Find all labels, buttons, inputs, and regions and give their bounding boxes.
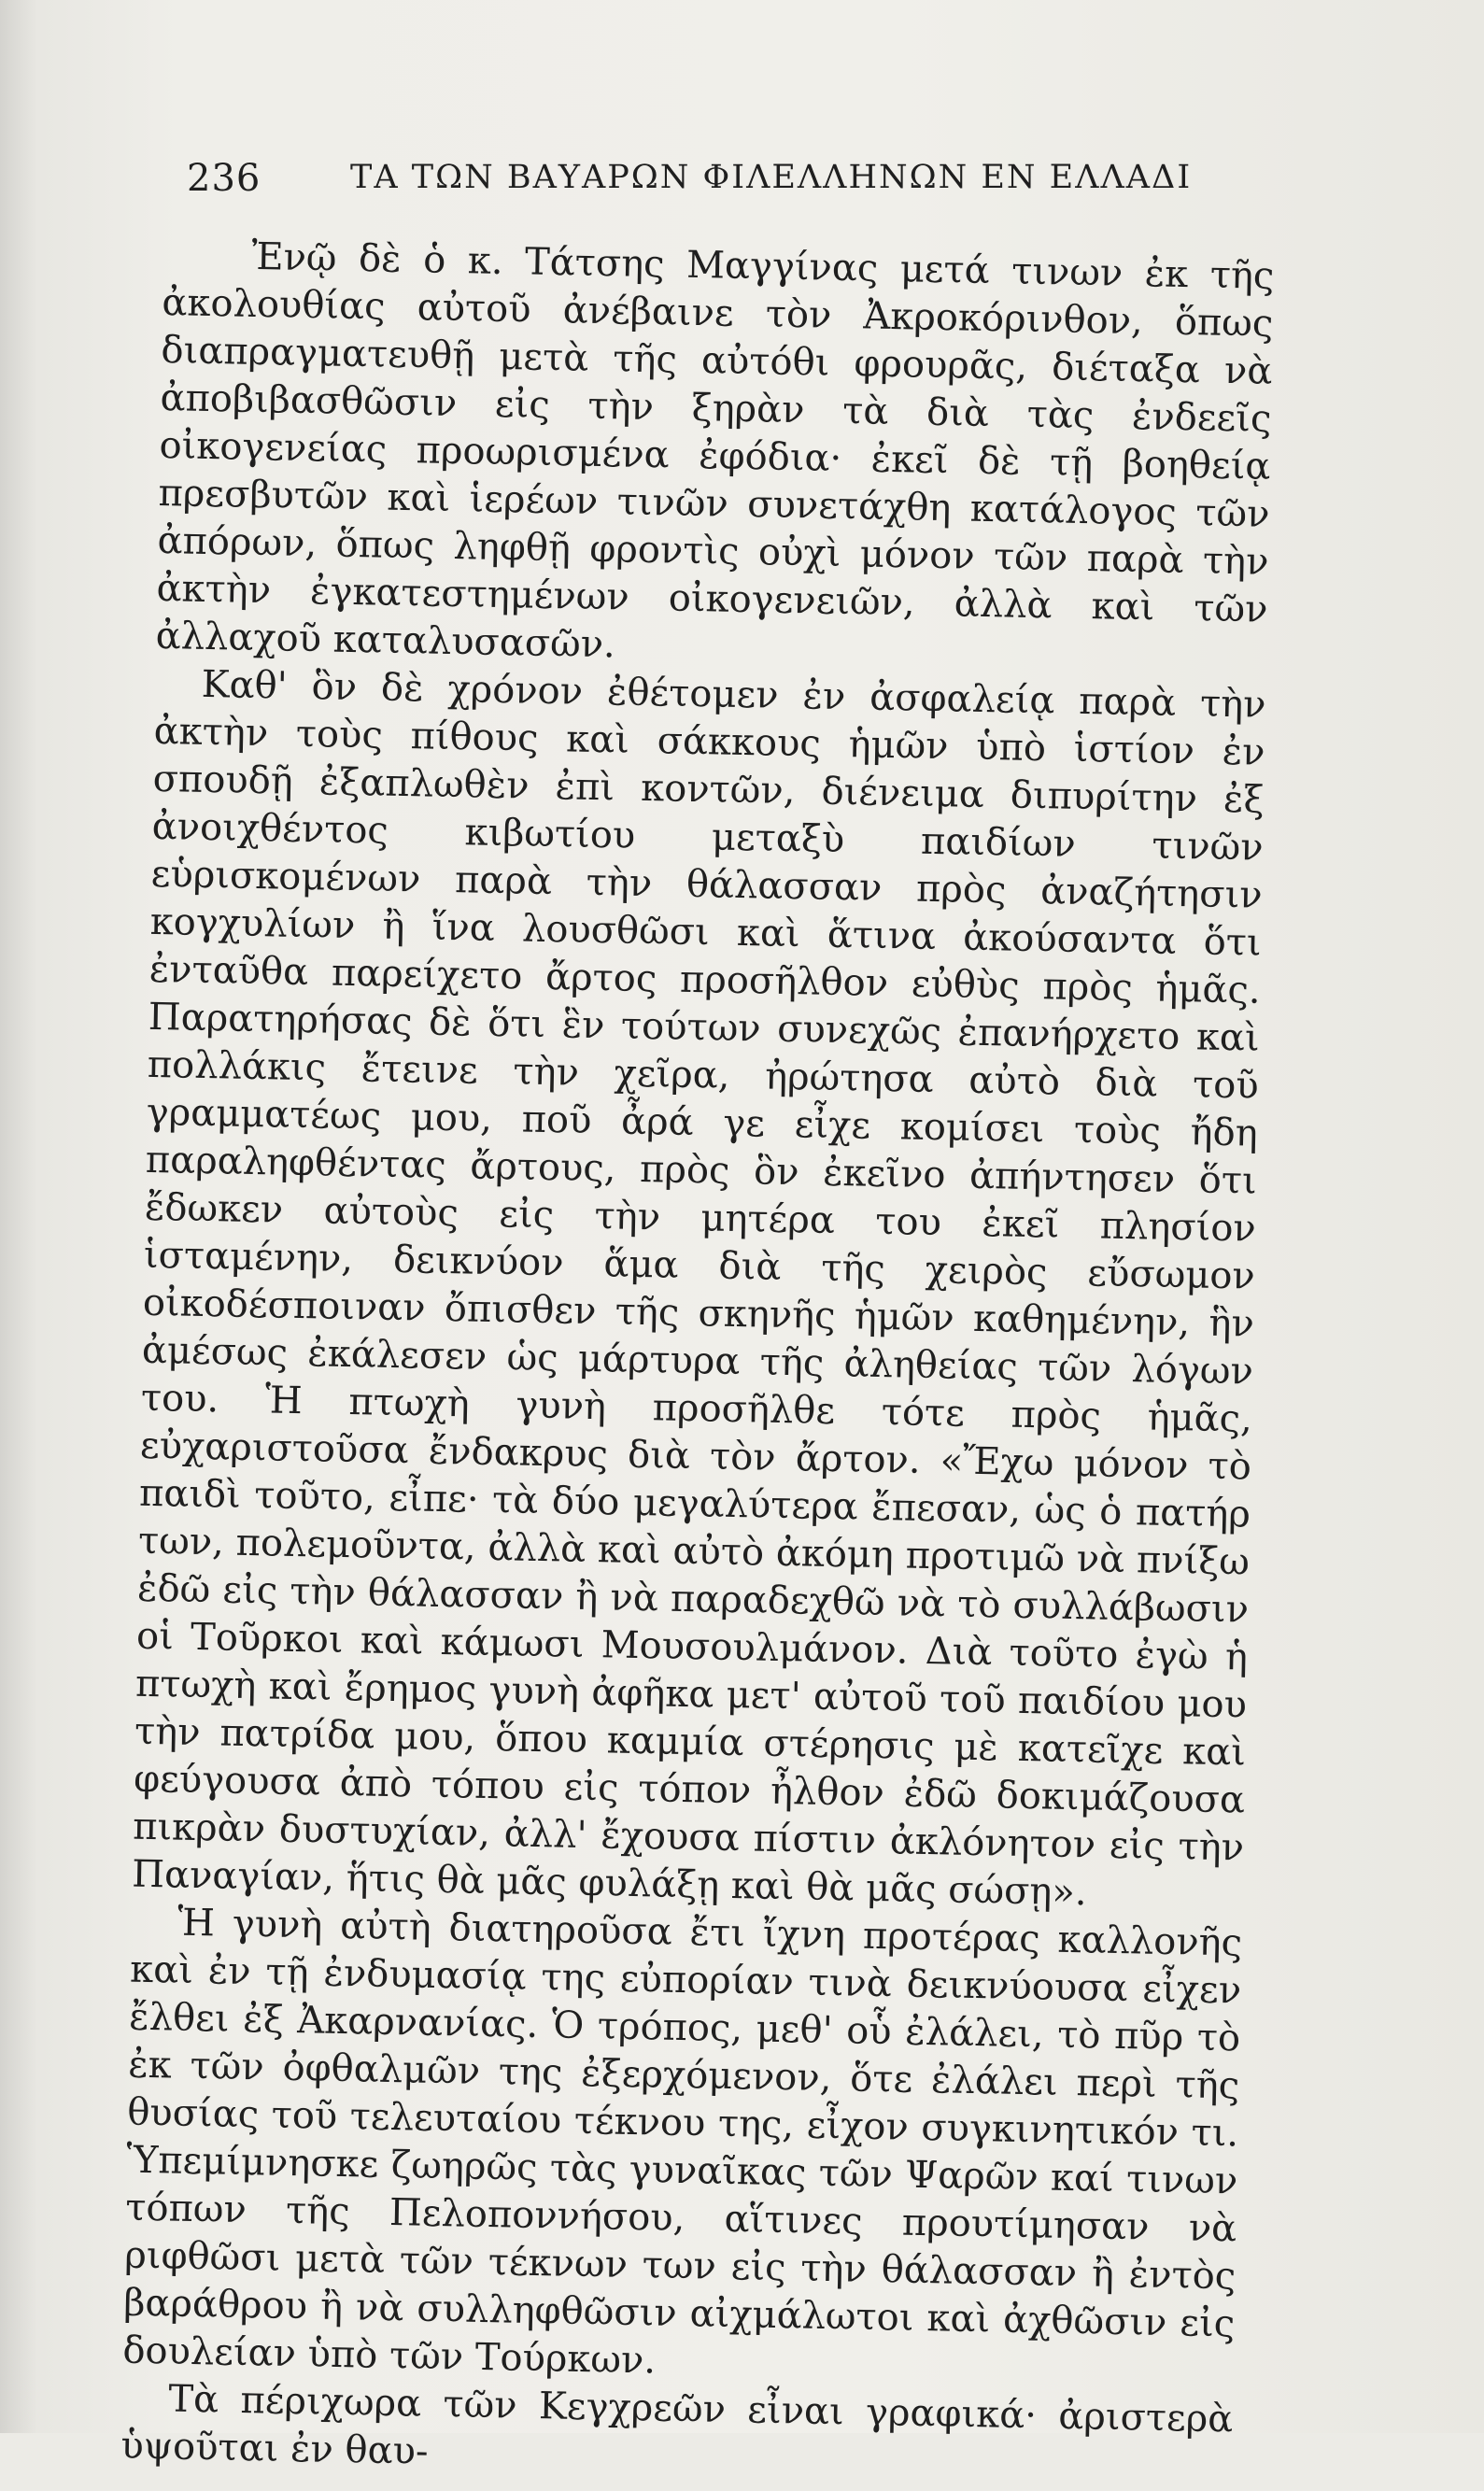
- paragraph: Ἡ γυνὴ αὐτὴ διατηροῦσα ἔτι ἴχνη προτέρας καλλονῆς καὶ ἐν τῇ ἐνδυμασίᾳ της εὐπορίαν τινὰ δεικνύουσα εἶχεν ἔλθει ἐξ Ἀκαρνανίας. Ὁ τρόπος, μεθ' οὗ ἐλάλει, τὸ πῦρ τὸ ἐκ τῶν ὀφθαλμῶν της ἐξερχόμενον, ὅτε ἐλάλει περὶ τῆς θυσίας τοῦ τελευταίου τέκνου της, εἶχον συγκινητικόν τι. Ὑπεμίμνησκε ζωηρῶς τὰς γυναῖκας τῶν Ψαρῶν καί τινων τόπων τῆς Πελοποννήσου, αἵτινες προυτίμησαν νὰ ριφθῶσι μετὰ τῶν τέκνων των εἰς τὴν θάλασσαν ἢ ἐντὸς βαράθρου ἢ νὰ συλληφθῶσιν αἰχμάλωτοι καὶ ἀχθῶσιν εἰς δουλείαν ὑπὸ τῶν Τούρκων.: [121, 1901, 1243, 2383]
- body-text: [120, 232, 1275, 2473]
- paragraph: Τὰ πέριχωρα τῶν Κεγχρεῶν εἶναι γραφικά· ἀριστερὰ ὑψοῦται ἐν θαυ-: [120, 2377, 1234, 2473]
- page-header: [187, 157, 1420, 222]
- binding-shadow: [0, 0, 37, 2433]
- paragraph: Ἐνῷ δὲ ὁ κ. Τάτσης Μαγγίνας μετά τινων ἐκ τῆς ἀκολουθίας αὐτοῦ ἀνέβαινε τὸν Ἀκροκόρινθον, ὅπως διαπραγματευθῇ μετὰ τῆς αὐτόθι φρουρᾶς, διέταξα νὰ ἀποβιβασθῶσιν εἰς τὴν ξηρὰν τὰ διὰ τὰς ἐνδεεῖς οἰκογενείας προωρισμένα ἐφόδια· ἐκεῖ δὲ τῇ βοηθείᾳ πρεσβυτῶν καὶ ἱερέων τινῶν συνετάχθη κατάλογος τῶν ἀπόρων, ὅπως ληφθῇ φροντὶς οὐχὶ μόνον τῶν παρὰ τὴν ἀκτὴν ἐγκατεστημένων οἰκογενειῶν, ἀλλὰ καὶ τῶν ἀλλαχοῦ καταλυσασῶν.: [155, 234, 1275, 667]
- page-number: 236: [187, 157, 261, 200]
- running-title: ΤΑ ΤΩΝ ΒΑΥΑΡΩΝ ΦΙΛΕΛΛΗΝΩΝ ΕΝ ΕΛΛΑΔΙ: [350, 159, 1193, 196]
- paragraph: Καθ' ὃν δὲ χρόνον ἐθέτομεν ἐν ἀσφαλείᾳ παρὰ τὴν ἀκτὴν τοὺς πίθους καὶ σάκκους ἡμῶν ὑπὸ ἱστίον ἐν σπουδῇ ἐξαπλωθὲν ἐπὶ κοντῶν, διένειμα διπυρίτην ἐξ ἀνοιχθέντος κιβωτίου μεταξὺ παιδίων τινῶν εὑρισκομένων παρὰ τὴν θάλασσαν πρὸς ἀναζήτησιν κογχυλίων ἢ ἵνα λουσθῶσι καὶ ἅτινα ἀκούσαντα ὅτι ἐνταῦθα παρείχετο ἄρτος προσῆλθον εὐθὺς πρὸς ἡμᾶς. Παρατηρήσας δὲ ὅτι ἓν τούτων συνεχῶς ἐπανήρχετο καὶ πολλάκις ἔτεινε τὴν χεῖρα, ἠρώτησα αὐτὸ διὰ τοῦ γραμματέως μου, ποῦ ἆρά γε εἶχε κομίσει τοὺς ἤδη παραληφθέντας ἄρτους, πρὸς ὃν ἐκεῖνο ἀπήντησεν ὅτι ἔδωκεν αὐτοὺς εἰς τὴν μητέρα του ἐκεῖ πλησίον ἱσταμένην, δεικνύον ἅμα διὰ τῆς χειρὸς εὔσωμον οἰκοδέσποιναν ὄπισθεν τῆς σκηνῆς ἡμῶν καθημένην, ἣν ἀμέσως ἐκάλεσεν ὡς μάρτυρα τῆς ἀληθείας τῶν λόγων του. Ἡ πτωχὴ γυνὴ προσῆλθε τότε πρὸς ἡμᾶς, εὐχαριστοῦσα ἔνδακρυς διὰ τὸν ἄρτον. «Ἔχω μόνον τὸ παιδὶ τοῦτο, εἶπε· τὰ δύο μεγαλύτερα ἔπεσαν, ὡς ὁ πατήρ των, πολεμοῦντα, ἀλλὰ καὶ αὐτὸ ἀκόμη προτιμῶ νὰ πνίξω ἐδῶ εἰς τὴν θάλασσαν ἢ νὰ παραδεχθῶ νὰ τὸ συλλάβωσιν οἱ Τοῦρκοι καὶ κάμωσι Μουσουλμάνον. Διὰ τοῦτο ἐγὼ ἡ πτωχὴ καὶ ἔρημος γυνὴ ἀφῆκα μετ' αὐτοῦ τοῦ παιδίου μου τὴν πατρίδα μου, ὅπου καμμία στέρησις μὲ κατεῖχε καὶ φεύγουσα ἀπὸ τόπου εἰς τόπον ἦλθον ἐδῶ δοκιμάζουσα πικρὰν δυστυχίαν, ἀλλ' ἔχουσα πίστιν ἀκλόνητον εἰς τὴν Παναγίαν, ἥτις θὰ μᾶς φυλάξῃ καὶ θὰ μᾶς σώσῃ».: [131, 662, 1266, 1915]
